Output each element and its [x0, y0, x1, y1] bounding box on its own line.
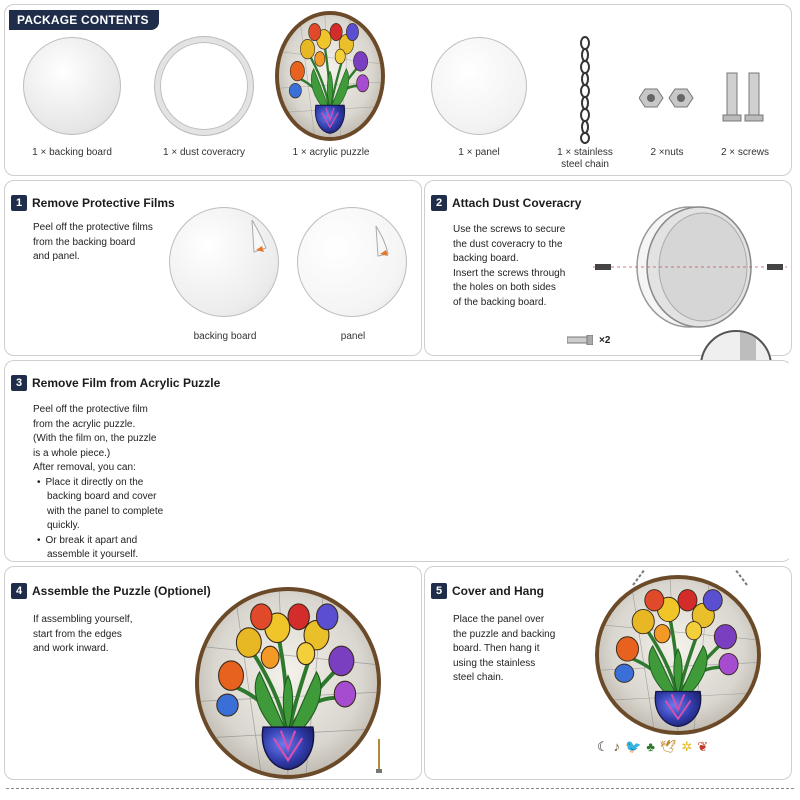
- step4-heading: [11, 583, 211, 599]
- nuts-label: 2 ×nuts: [650, 147, 684, 158]
- step1-instructions: Peel off the protective films from the backing board and panel.: [33, 222, 153, 262]
- butterfly-icon: ✲: [681, 739, 693, 754]
- moon-icon: ☾: [597, 739, 609, 754]
- panel-image: [431, 37, 527, 135]
- step3-title: Remove Film from Acrylic Puzzle: [32, 376, 221, 390]
- bottom-dashed-divider: [6, 788, 794, 789]
- step5-panel: [424, 566, 792, 780]
- note-icon: ♪: [613, 739, 621, 754]
- screws-label: 2 × screws: [720, 147, 770, 158]
- dust-coveracry-assembly-image: [591, 205, 787, 333]
- backing-board-label: 1 × backing board: [32, 147, 112, 158]
- step5-title: Cover and Hang: [452, 584, 545, 598]
- panel-film-image: [297, 207, 407, 317]
- screw-stand-icon: [375, 739, 383, 773]
- bird-icon: 🐦: [625, 739, 642, 754]
- step2-instructions: Use the screws to secure the dust coveracry to the backing board. Insert the screws through the holes on both sides of the backing board.: [453, 224, 566, 308]
- step3-number: 3: [11, 375, 27, 391]
- step1-caption-panel: panel: [340, 331, 366, 342]
- screws-image: [721, 71, 767, 127]
- step2-number: 2: [431, 195, 447, 211]
- dust-coveracry-label: 1 × dust coveracry: [163, 147, 245, 158]
- step3-bullet-1: • Place it directly on the: [37, 476, 163, 491]
- step5-number: 5: [431, 583, 447, 599]
- decor-icons-row: [597, 739, 708, 755]
- step1-number: 1: [11, 195, 27, 211]
- tree-icon: ♣: [646, 739, 655, 754]
- step4-title: Assemble the Puzzle (Optionel): [32, 584, 211, 598]
- step5-heading: [431, 583, 544, 599]
- backing-board-image: [23, 37, 121, 135]
- package-contents-panel: [4, 4, 792, 176]
- backing-board-film-image: [169, 207, 279, 317]
- step3-bullet-2: • Or break it apart and: [37, 534, 163, 549]
- hanging-suncatcher-image: [595, 575, 761, 735]
- dust-coveracry-image: [155, 37, 253, 135]
- step1-caption-backing-board: backing board: [193, 331, 257, 342]
- step3-panel: [4, 360, 792, 562]
- package-contents-tag: PACKAGE CONTENTS: [9, 10, 159, 30]
- steel-chain-image: [575, 35, 595, 145]
- step3-heading: [11, 375, 220, 391]
- screw-small-icon: [567, 335, 593, 345]
- step2-title: Attach Dust Coveracry: [452, 196, 582, 210]
- acrylic-puzzle-label: 1 × acrylic puzzle: [292, 147, 370, 158]
- step5-instructions: Place the panel over the puzzle and backing board. Then hang it using the stainless steel chain.: [453, 614, 556, 683]
- steel-chain-label: 1 × stainless steel chain: [557, 147, 613, 170]
- step4-panel: [4, 566, 422, 780]
- nuts-image: [639, 85, 695, 111]
- step1-heading: [11, 195, 175, 211]
- acrylic-puzzle-image: [275, 11, 385, 141]
- leaf-icon: ❦: [697, 739, 709, 754]
- assembled-puzzle-image: [195, 587, 381, 779]
- bird-icon: 🕊: [659, 739, 677, 754]
- step4-instructions: If assembling yourself, start from the edges and work inward.: [33, 614, 133, 654]
- step4-number: 4: [11, 583, 27, 599]
- screw-count: ×2: [599, 335, 611, 346]
- panel-label: 1 × panel: [458, 147, 500, 158]
- step3-instructions: Peel off the protective film from the acrylic puzzle. (With the film on, the puzzle is a whole piece.) After removal, you can: • Place it directly on the backing board and cover with the panel to complete quickly. • Or break it apart and assemble it yourself.: [33, 403, 163, 563]
- step2-heading: [431, 195, 581, 211]
- step1-title: Remove Protective Films: [32, 196, 175, 210]
- step1-panel: [4, 180, 422, 356]
